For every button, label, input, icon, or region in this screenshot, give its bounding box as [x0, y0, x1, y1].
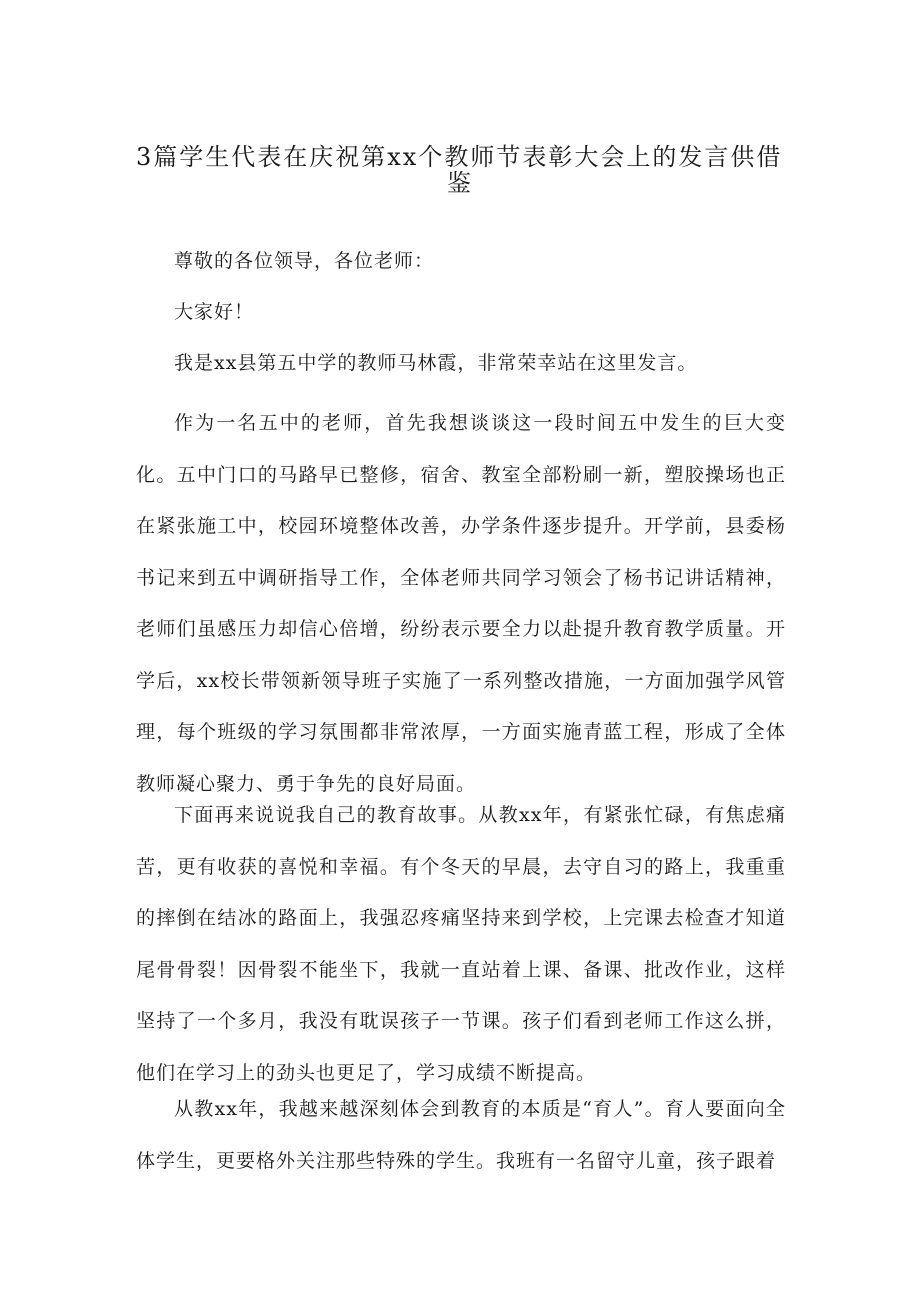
school-changes-paragraph: 作为一名五中的老师，首先我想谈谈这一段时间五中发生的巨大变化。五中门口的马路早已整修，宿舍、教室全部粉刷一新，塑胶操场也正在紧张施工中，校园环境整体改善，办学条件逐步提升。开学前，县委杨书记来到五中调研指导工作，全体老师共同学习领会了杨书记讲话精神，老师们虽感压力却信心倍增，纷纷表示要全力以赴提升教育教学质量。开学后，xx校长带领新领导班子实施了一系列整改措施，一方面加强学风管理，每个班级的学习氛围都非常浓厚，一方面实施青蓝工程，形成了全体教师凝心聚力、勇于争先的良好局面。 [136, 412, 786, 795]
document-title-line-2 [0, 171, 920, 195]
education-essence-paragraph: 从教xx年，我越来越深刻体会到教育的本质是“育人”。育人要面向全体学生，更要格外关注那些特殊的学生。我班有一名留守儿童，孩子跟着 [136, 1098, 786, 1172]
salutation-paragraph: 尊敬的各位领导，各位老师： [174, 250, 435, 272]
document-title-line-2-text: 鉴 [447, 169, 473, 197]
document-title-line-1: 3篇学生代表在庆祝第xx个教师节表彰大会上的发言供借 [136, 143, 783, 171]
greeting-paragraph: 大家好！ [174, 301, 255, 323]
introduction-paragraph: 我是xx县第五中学的教师马林霞，非常荣幸站在这里发言。 [174, 352, 698, 374]
teaching-story-paragraph: 下面再来说说我自己的教育故事。从教xx年，有紧张忙碌，有焦虑痛苦，更有收获的喜悦和幸福。有个冬天的早晨，去守自习的路上，我重重的摔倒在结冰的路面上，我强忍疼痛坚持来到学校，上完课去检查才知道尾骨骨裂！因骨裂不能坐下，我就一直站着上课、备课、批改作业，这样坚持了一个多月，我没有耽误孩子一节课。孩子们看到老师工作这么拼，他们在学习上的劲头也更足了，学习成绩不断提高。 [136, 804, 786, 1084]
